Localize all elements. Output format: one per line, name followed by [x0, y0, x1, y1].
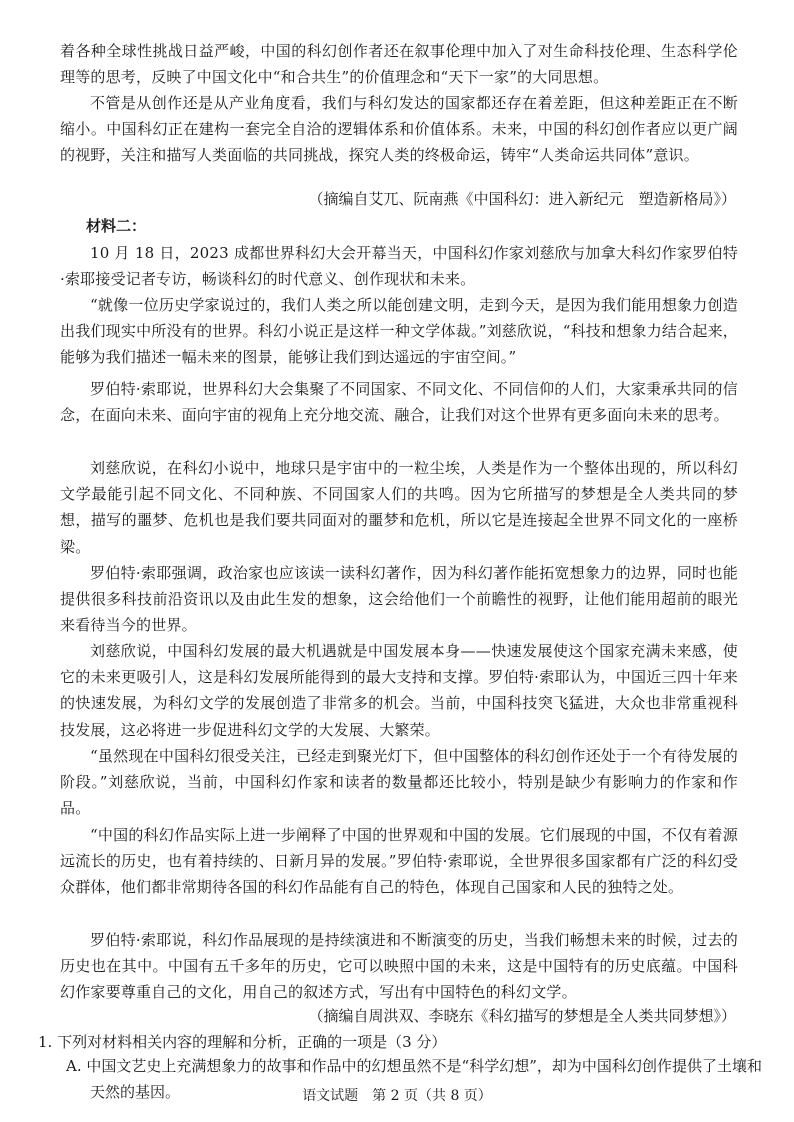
material2-heading: 材料二：	[86, 217, 147, 235]
material1-paragraph-continued: 着各种全球性挑战日益严峻，中国的科幻创作者还在叙事伦理中加入了对生命科技伦理、生态科学伦理等的思考，反映了中国文化中“和合共生”的价值理念和“天下一家”的大同思想。	[60, 42, 738, 87]
material2-paragraph-6: 刘慈欣说，中国科幻发展的最大机遇就是中国发展本身——快速发展使这个国家充满未来感，使它的未来更吸引人，这是科幻发展所能得到的最大支持和支撑。罗伯特·索耶认为，中国近三四十年来的快速发展，为科幻文学的发展创造了非常多的机会。当前，中国科技突飞猛进，大众也非常重视科技发展，这必将进一步促进科幻文学的大发展、大繁荣。	[60, 642, 738, 739]
material2-paragraph-2: “就像一位历史学家说过的，我们人类之所以能创建文明，走到今天，是因为我们能用想象力创造出我们现实中所没有的世界。科幻小说正是这样一种文学体裁。”刘慈欣说，“科技和想象力结合起来，能够为我们描述一幅未来的图景，能够让我们到达遥远的宇宙空间。”	[60, 296, 738, 367]
material2-paragraph-3: 罗伯特·索耶说，世界科幻大会集聚了不同国家、不同文化、不同信仰的人们，大家秉承共同的信念，在面向未来、面向宇宙的视角上充分地交流、融合，让我们对这个世界有更多面向未来的思考。	[60, 380, 738, 425]
question-1-stem: 1. 下列对材料相关内容的理解和分析，正确的一项是（3 分）	[38, 1033, 447, 1051]
question-1-option-a: A. 中国文艺史上充满想象力的故事和作品中的幻想虽然不是“科学幻想”，却为中国科幻创作提供了土壤和天然的基因。	[66, 1057, 762, 1102]
material2-paragraph-8: “中国的科幻作品实际上进一步阐释了中国的世界观和中国的发展。它们展现的中国，不仅有着源远流长的历史，也有着持续的、日新月异的发展。”罗伯特·索耶说，全世界很多国家都有广泛的科幻受众群体，他们都非常期待各国的科幻作品能有自己的特色，体现自己国家和人民的独特之处。	[60, 826, 738, 897]
page-footer: 语文试题 第 2 页（共 8 页）	[302, 1088, 492, 1104]
material2-paragraph-5: 罗伯特·索耶强调，政治家也应该读一读科幻著作，因为科幻著作能拓宽想象力的边界，同时也能提供很多科技前沿资讯以及由此生发的想象，这会给他们一个前瞻性的视野，让他们能用超前的眼光来看待当今的世界。	[60, 564, 738, 635]
material2-paragraph-1: 10 月 18 日，2023 成都世界科幻大会开幕当天，中国科幻作家刘慈欣与加拿大科幻作家罗伯特·索耶接受记者专访，畅谈科幻的时代意义、创作现状和未来。	[60, 244, 738, 289]
material2-source: （摘编自周洪双、李晓东《科幻描写的梦想是全人类共同梦想》）	[308, 1007, 736, 1025]
material2-paragraph-7: “虽然现在中国科幻很受关注，已经走到聚光灯下，但中国整体的科幻创作还处于一个有待发展的阶段。”刘慈欣说，当前，中国科幻作家和读者的数量都还比较小，特别是缺少有影响力的作家和作品。	[60, 747, 738, 818]
material1-source: （摘编自艾兀、阮南燕《中国科幻：进入新纪元 塑造新格局》）	[308, 190, 736, 208]
material2-paragraph-4: 刘慈欣说，在科幻小说中，地球只是宇宙中的一粒尘埃，人类是作为一个整体出现的，所以科幻文学最能引起不同文化、不同种族、不同国家人们的共鸣。因为它所描写的梦想是全人类共同的梦想，描写的噩梦、危机也是我们要共同面对的噩梦和危机，所以它是连接起全世界不同文化的一座桥梁。	[60, 459, 738, 556]
material2-paragraph-9: 罗伯特·索耶说，科幻作品展现的是持续演进和不断演变的历史，当我们畅想未来的时候，过去的历史也在其中。中国有五千多年的历史，它可以映照中国的未来，这是中国特有的历史底蕴。中国科幻作家要尊重自己的文化，用自己的叙述方式，写出有中国特色的科幻文学。	[60, 931, 738, 1002]
material1-paragraph-gap: 不管是从创作还是从产业角度看，我们与科幻发达的国家都还存在着差距，但这种差距正在不断缩小。中国科幻正在建构一套完全自洽的逻辑体系和价值体系。未来，中国的科幻创作者应以更广阔的视野，关注和描写人类面临的共同挑战，探究人类的终极命运，铸牢“人类命运共同体”意识。	[60, 94, 738, 165]
